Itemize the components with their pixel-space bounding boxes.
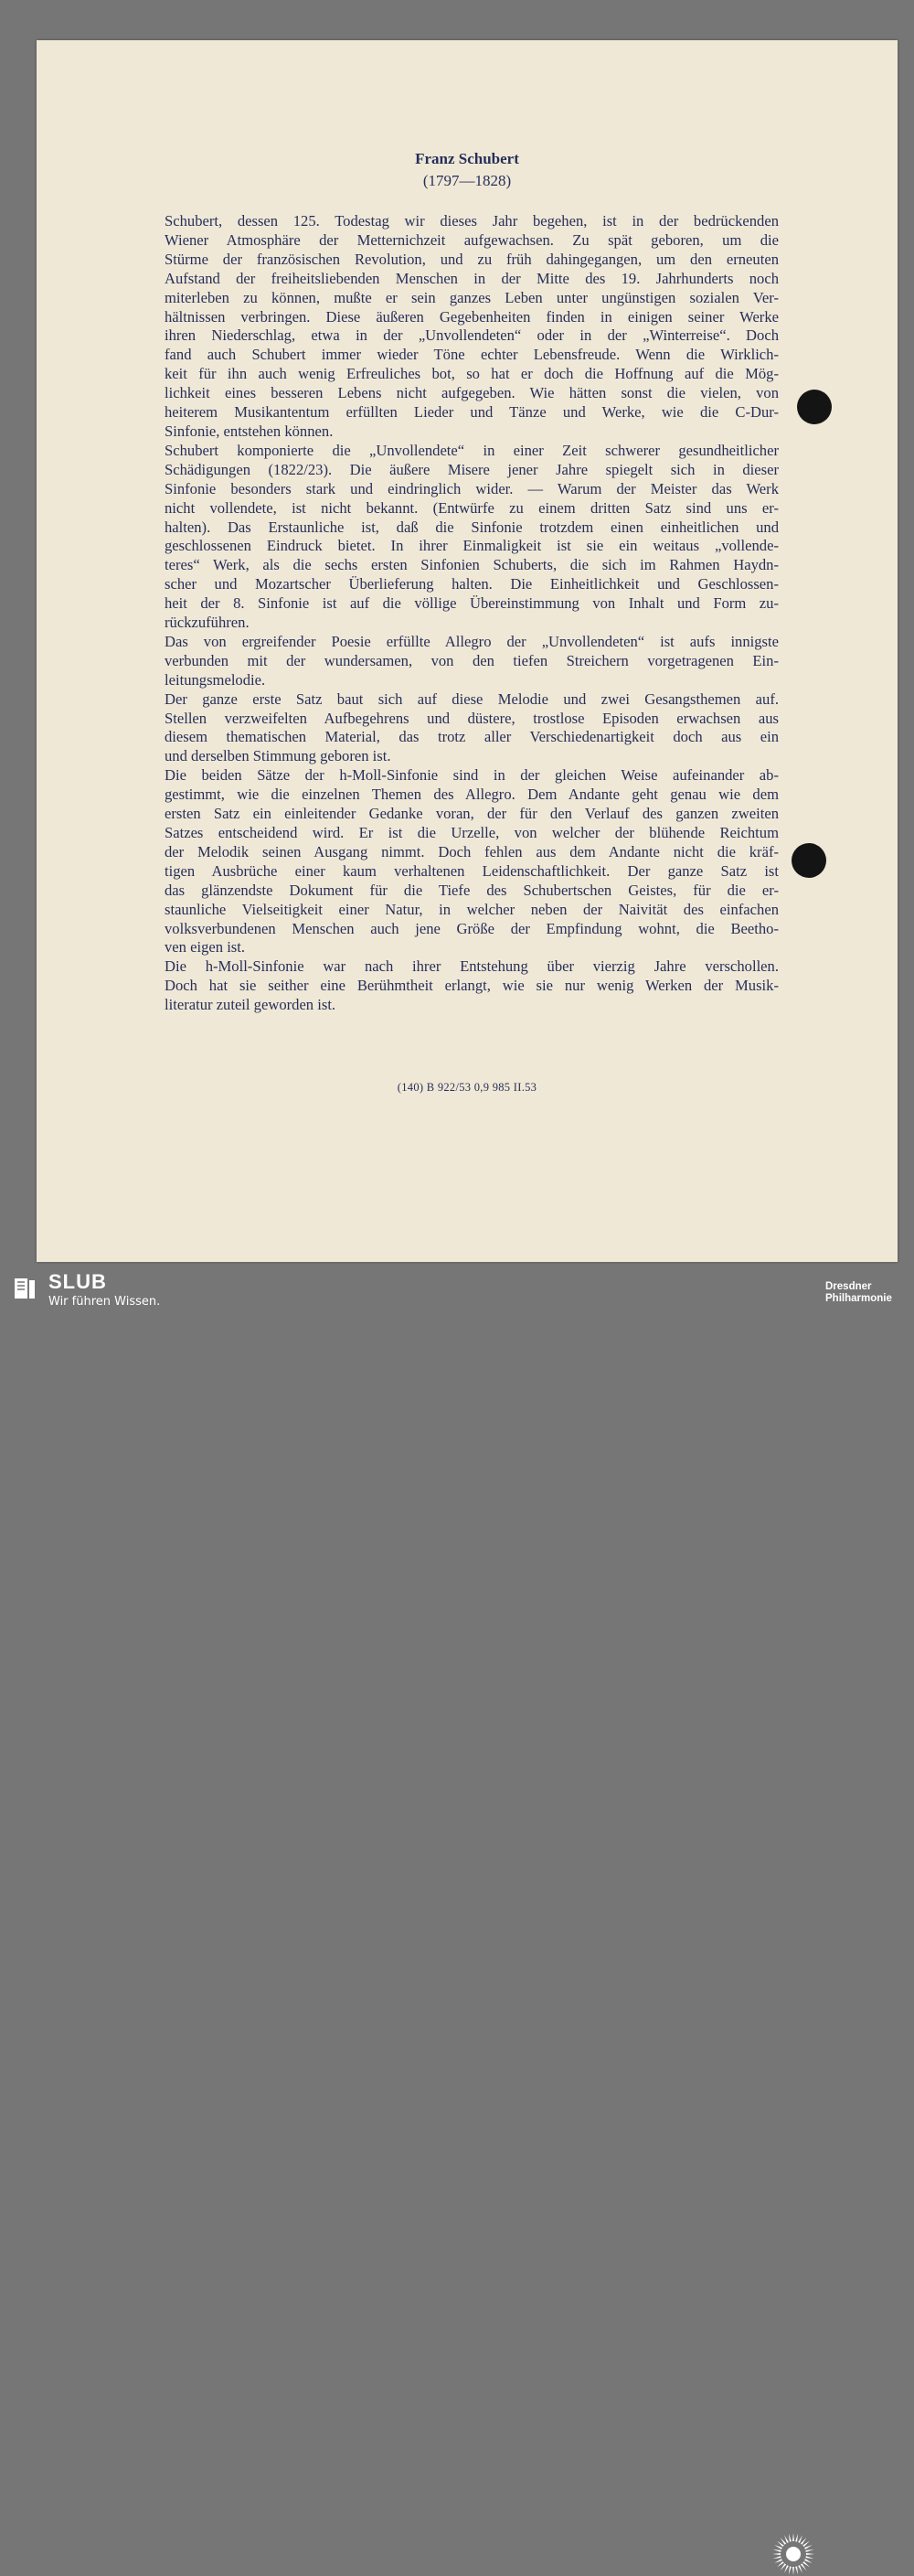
logo-ray <box>804 2545 813 2549</box>
logo-ray <box>798 2535 802 2543</box>
partner-name-line1: Dresdner <box>825 1281 872 1292</box>
logo-ray <box>801 2538 806 2545</box>
logo-ray <box>798 2565 802 2573</box>
text-line: ersten Satz ein einleitender Gedanke voran, der für den Verlauf des ganzen zweiten <box>165 805 779 823</box>
logo-ray <box>784 2535 789 2543</box>
text-line: keit für ihn auch wenig Erfreuliches bot, so hat er doch die Hoffnung auf die Mög- <box>165 365 779 383</box>
text-line: heiterem Musikantentum erfüllten Lieder und Tänze und Werke, wie die C-Dur- <box>165 403 779 422</box>
text-line: geschlossenen Eindruck bietet. In ihrer Einmaligkeit ist sie ein weitaus „vollende- <box>165 537 779 555</box>
logo-ray <box>781 2538 786 2545</box>
text-line: scher und Mozartscher Überlieferung halten. Die Einheitlichkeit und Geschlossen- <box>165 575 779 593</box>
logo-ray <box>805 2549 813 2552</box>
logo-ray <box>792 2567 794 2575</box>
text-line: literatur zuteil geworden ist. <box>165 996 336 1014</box>
text-line: Schubert komponierte die „Unvollendete“ in einer Zeit schwerer gesundheitlicher <box>165 441 779 459</box>
logo-ray <box>774 2545 782 2549</box>
text-line: rückzuführen. <box>165 614 250 632</box>
text-line: Sinfonie, entstehen können. <box>165 422 334 440</box>
dresdner-philharmonie-logo-icon[interactable] <box>770 2532 817 2576</box>
logo-ray <box>806 2553 814 2555</box>
text-line: tigen Ausbrüche einer kaum verhaltenen Leidenschaftlichkeit. Der ganze Satz ist <box>165 861 779 880</box>
logo-ray <box>801 2563 806 2571</box>
logo-ray <box>777 2561 784 2567</box>
text-line: das glänzendste Dokument für die Tiefe des Schubertschen Geistes, für die er- <box>165 881 779 899</box>
text-line: heit der 8. Sinfonie ist auf die völlige Übereinstimmung von Inhalt und Form zu- <box>165 594 779 613</box>
text-line: Schädigungen (1822/23). Die äußere Misere jener Jahre spiegelt sich in dieser <box>165 460 779 478</box>
text-line: und derselben Stimmung geboren ist. <box>165 747 391 765</box>
text-line: ven eigen ist. <box>165 938 246 957</box>
text-line: Stellen verzweifelten Aufbegehrens und düstere, trostlose Episoden erwachsen aus <box>165 709 779 727</box>
text-line: halten). Das Erstaunliche ist, daß die Sinfonie trotzdem einen einheitlichen und <box>165 518 779 536</box>
logo-ray <box>773 2549 781 2552</box>
document-page <box>37 40 898 1262</box>
text-line: Die h-Moll-Sinfonie war nach ihrer Entstehung über vierzig Jahre verschollen. <box>165 957 779 976</box>
text-line: Sinfonie besonders stark und eindringlich wider. — Warum der Meister das Werk <box>165 479 779 497</box>
composer-dates: (1797—1828) <box>422 172 512 189</box>
punch-hole-upper <box>797 390 832 424</box>
punch-hole-lower <box>792 843 826 878</box>
text-line: Aufstand der freiheitsliebenden Menschen in der Mitte des 19. Jahrhunderts noch <box>165 269 779 287</box>
logo-ray <box>795 2566 798 2574</box>
text-line: teres“ Werk, als die sechs ersten Sinfonien Schuberts, die sich im Rahmen Haydn- <box>165 556 779 574</box>
logo-ray <box>804 2559 813 2563</box>
text-line: Wiener Atmosphäre der Metternichzeit aufgewachsen. Zu spät geboren, um die <box>165 230 779 249</box>
logo-ray <box>802 2541 810 2547</box>
text-line: Stürme der französischen Revolution, und zu früh dahingegangen, um den erneuten <box>165 250 779 268</box>
text-line: fand auch Schubert immer wieder Töne echter Lebensfreude. Wenn die Wirklich- <box>165 346 779 364</box>
print-code: (140) B 922/53 0,9 985 II.53 <box>397 1081 537 1094</box>
text-line: leitungsmelodie. <box>165 670 266 689</box>
logo-ray <box>789 2566 792 2574</box>
text-line: gestimmt, wie die einzelnen Themen des Allegro. Dem Andante geht genau wie dem <box>165 786 779 804</box>
text-line: der Melodik seinen Ausgang nimmt. Doch fehlen aus dem Andante nicht die kräf- <box>165 842 779 860</box>
text-line: staunliche Vielseitigkeit einer Natur, in welcher neben der Naivität des einfachen <box>165 900 779 918</box>
logo-ray <box>789 2534 792 2542</box>
slub-logo-icon[interactable] <box>11 1275 38 1302</box>
text-line: lichkeit eines besseren Lebens nicht aufgegeben. Wie hätten sonst die vielen, von <box>165 384 779 402</box>
logo-ray <box>777 2541 784 2547</box>
program-note-text <box>165 212 779 1015</box>
text-line: Der ganze erste Satz baut sich auf diese Melodie und zwei Gesangsthemen auf. <box>165 689 779 708</box>
text-line: Die beiden Sätze der h-Moll-Sinfonie sind in der gleichen Weise aufeinander ab- <box>165 766 779 785</box>
logo-ray <box>805 2556 813 2559</box>
text-line: nicht vollendete, ist nicht bekannt. (Entwürfe zu einem dritten Satz sind uns er- <box>165 498 779 517</box>
slub-name[interactable]: SLUB <box>48 1270 107 1293</box>
text-line: miterleben zu können, mußte er sein ganzes Leben unter ungünstigen sozialen Ver- <box>165 288 779 306</box>
logo-ray <box>773 2556 781 2559</box>
logo-ray <box>781 2563 786 2571</box>
logo-ray <box>774 2559 782 2563</box>
logo-ray <box>802 2561 810 2567</box>
text-line: Schubert, dessen 125. Todestag wir dieses Jahr begehen, ist in der bedrückenden <box>165 212 779 230</box>
partner-name-line2: Philharmonie <box>825 1293 892 1304</box>
text-line: ihren Niederschlag, etwa in der „Unvollendeten“ oder in der „Winterreise“. Doch <box>165 326 779 345</box>
composer-title: Franz Schubert <box>415 150 519 167</box>
text-line: hältnissen verbringen. Diese äußeren Gegebenheiten finden in einigen seiner Werke <box>165 307 779 326</box>
text-line: diesem thematischen Material, das trotz aller Verschiedenartigkeit doch aus ein <box>165 728 779 746</box>
text-line: verbunden mit der wundersamen, von den tiefen Streichern vorgetragenen Ein- <box>165 651 779 669</box>
slub-tagline: Wir führen Wissen. <box>48 1295 161 1309</box>
logo-ray <box>784 2565 789 2573</box>
logo-ray <box>795 2534 798 2542</box>
text-line: Das von ergreifender Poesie erfüllte Allegro der „Unvollendeten“ ist aufs innigste <box>165 632 779 650</box>
text-line: volksverbundenen Menschen auch jene Größe der Empfindung wohnt, die Beetho- <box>165 919 779 937</box>
logo-ray <box>772 2553 781 2555</box>
text-line: Doch hat sie seither eine Berühmtheit erlangt, wie sie nur wenig Werken der Musik- <box>165 977 779 995</box>
logo-ray <box>792 2533 794 2541</box>
text-line: Satzes entscheidend wird. Er ist die Urzelle, von welcher der blühende Reichtum <box>165 824 779 841</box>
